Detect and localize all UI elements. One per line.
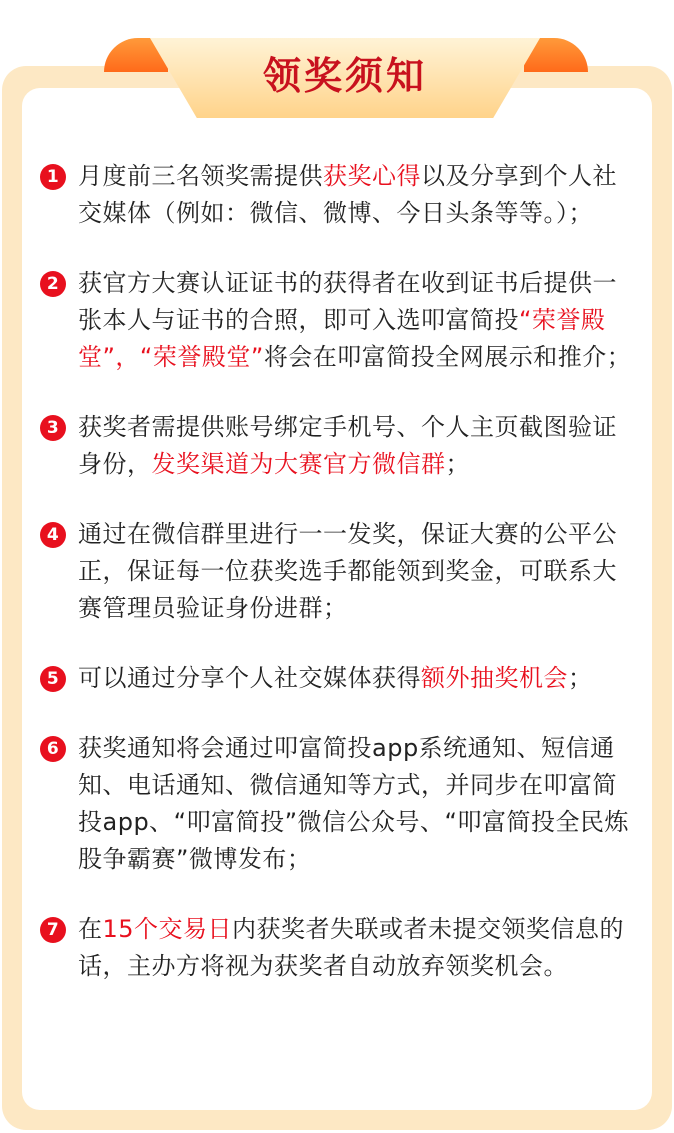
rule-item-3 [40,409,640,483]
number-badge-icon: 6 [40,736,66,762]
rule-item-5 [40,660,640,697]
number-badge-icon: 3 [40,415,66,441]
number-badge-icon: 5 [40,666,66,692]
rule-text: 通过在微信群里进行一一发奖，保证大赛的公平公正，保证每一位获奖选手都能领到奖金，可联系大赛管理员验证身份进群； [78,520,617,622]
number-badge-icon: 7 [40,917,66,943]
rule-highlight: 15个交易日 [102,915,233,943]
rule-text: 可以通过分享个人社交媒体获得 [78,664,421,692]
rules-list [40,158,640,1018]
rule-text: 获奖通知将会通过叩富简投app系统通知、短信通知、电话通知、微信通知等方式，并同步在叩富简投app、“叩富简投”微信公众号、“叩富简投全民炼股争霸赛”微博发布； [78,734,629,873]
rule-text: 月度前三名领奖需提供 [78,162,323,190]
rule-text: 获官方大赛认证证书的获得者在收到证书后提供一张本人与证书的合照，即可入选叩富简投 [78,269,617,334]
rule-item-4 [40,516,640,627]
rule-highlight: “荣誉殿堂”，“荣誉殿堂” [78,306,606,371]
rule-highlight: 额外抽奖机会 [421,664,568,692]
rule-text: 在 [78,915,103,943]
rule-item-2 [40,265,640,376]
rule-highlight: 获奖心得 [323,162,421,190]
rule-item-1 [40,158,640,232]
rule-text: 内获奖者失联或者未提交领奖信息的话，主办方将视为获奖者自动放弃领奖机会。 [78,915,625,980]
rule-text: 获奖者需提供账号绑定手机号、个人主页截图验证身份， [78,413,617,478]
number-badge-icon: 1 [40,164,66,190]
rule-text: ； [568,664,593,692]
rule-item-7 [40,911,640,985]
number-badge-icon: 4 [40,522,66,548]
page-title: 领奖须知 [262,54,427,98]
rule-item-6 [40,730,640,878]
rule-text: 以及分享到个人社交媒体（例如：微信、微博、今日头条等等。）； [78,162,617,227]
rule-text: 将会在叩富简投全网展示和推介； [263,343,632,371]
rule-text: ； [445,450,470,478]
number-badge-icon: 2 [40,271,66,297]
rule-highlight: 发奖渠道为大赛官方微信群 [151,450,446,478]
